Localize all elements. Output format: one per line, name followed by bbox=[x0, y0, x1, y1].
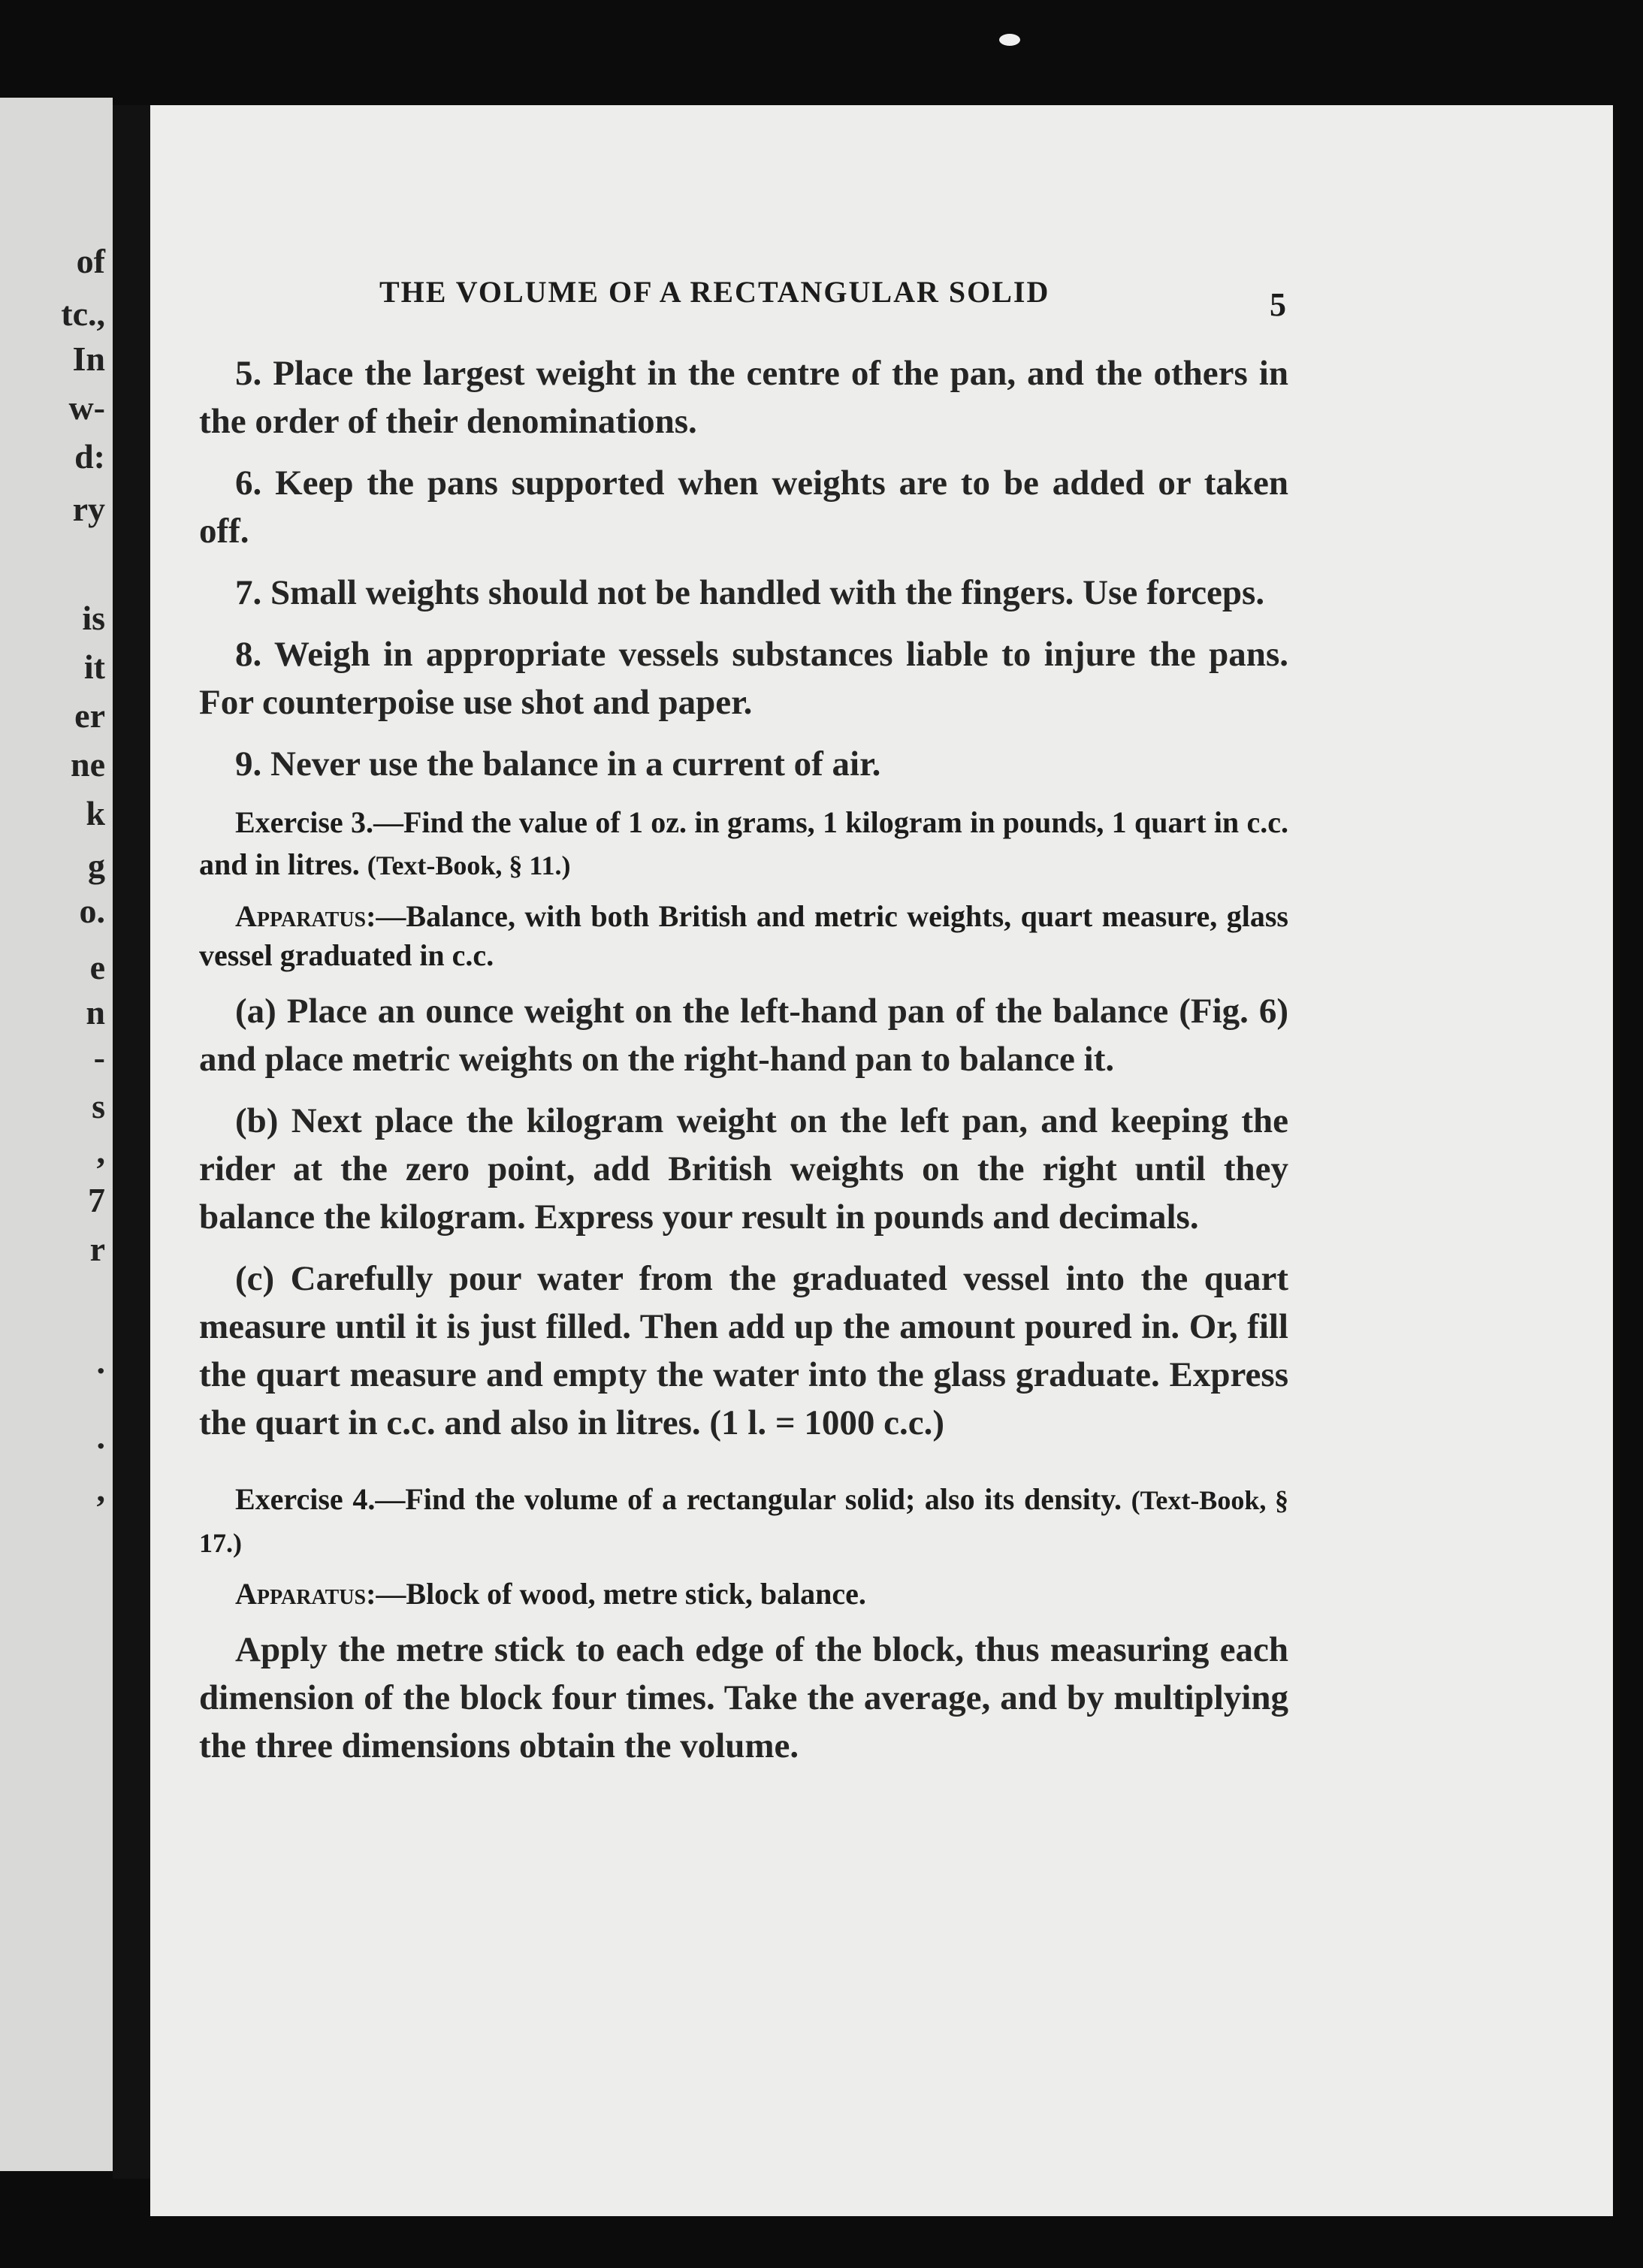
rule-5: 5. Place the largest weight in the centre of the pan, and the others in the order of their denominations. bbox=[199, 354, 1288, 441]
rule-7: 7. Small weights should not be handled with the fingers. Use forceps. bbox=[235, 573, 1265, 612]
exercise-3-part-c: (c) Carefully pour water from the graduated vessel into the quart measure until it is just filled. Then add up the amount poured in. Or, fill the quart measure and empty the water into the glass graduate. Express the quart in c.c. and also in litres. (1 l. = 1000 c.c.) bbox=[199, 1259, 1288, 1442]
exercise-4-heading bbox=[199, 1478, 1288, 1564]
facing-page-fragment: er bbox=[74, 696, 105, 735]
facing-page-fragment: In bbox=[72, 340, 105, 378]
apparatus-label: Apparatus: bbox=[235, 1577, 376, 1611]
exercise-3-title: Exercise 3.—Find the value of 1 oz. in grams, 1 kilogram in pounds, 1 quart in c.c. and in litres. bbox=[199, 805, 1288, 881]
facing-page-fragment: o. bbox=[79, 892, 105, 930]
page-body bbox=[199, 349, 1288, 1783]
facing-page-fragment: 7 bbox=[88, 1181, 105, 1219]
facing-page-fragment: , bbox=[96, 1470, 105, 1508]
exercise-3-ref: (Text-Book, § 11.) bbox=[367, 850, 571, 880]
facing-page-fragment: . bbox=[96, 1418, 105, 1456]
exercise-3-heading bbox=[199, 802, 1288, 886]
facing-page-fragment: ne bbox=[71, 745, 105, 784]
facing-page-fragment: d: bbox=[74, 437, 105, 476]
facing-page-fragment: is bbox=[82, 599, 105, 637]
facing-page-fragment: tc., bbox=[61, 294, 105, 333]
facing-page-edge bbox=[0, 98, 113, 2171]
book-spine bbox=[113, 105, 150, 2179]
facing-page-fragment: g bbox=[88, 847, 105, 885]
facing-page-fragment: e bbox=[89, 948, 105, 986]
facing-page-fragment: . bbox=[96, 1342, 105, 1381]
scan-smudge bbox=[999, 34, 1020, 46]
facing-page-fragment: s bbox=[92, 1087, 105, 1125]
facing-page-fragment: - bbox=[93, 1038, 105, 1077]
exercise-3-part-b: (b) Next place the kilogram weight on the left pan, and keeping the rider at the zero point, add British weights on the right until they balance the kilogram. Express your result in pounds and decimals. bbox=[199, 1101, 1288, 1237]
exercise-4-ref: (Text-Book, § 17.) bbox=[199, 1485, 1289, 1558]
apparatus-text: —Block of wood, metre stick, balance. bbox=[376, 1577, 866, 1611]
rule-6: 6. Keep the pans supported when weights are to be added or taken off. bbox=[199, 464, 1288, 551]
exercise-3-apparatus bbox=[199, 897, 1288, 975]
facing-page-fragment: of bbox=[76, 242, 105, 280]
running-head: THE VOLUME OF A RECTANGULAR SOLID bbox=[379, 275, 1050, 309]
apparatus-label: Apparatus: bbox=[235, 899, 376, 933]
exercise-3-part-a: (a) Place an ounce weight on the left-hand pan of the balance (Fig. 6) and place metric weights on the right-hand pan to balance it. bbox=[199, 992, 1288, 1079]
apparatus-text: —Balance, with both British and metric weights, quart measure, glass vessel graduated in c.c. bbox=[199, 899, 1288, 972]
page-header bbox=[379, 274, 1131, 310]
exercise-4-title: Exercise 4.—Find the volume of a rectangular solid; also its density. bbox=[235, 1482, 1122, 1516]
facing-page-fragment: w- bbox=[68, 388, 105, 427]
facing-page-fragment: n bbox=[86, 993, 105, 1031]
rule-8: 8. Weigh in appropriate vessels substances liable to injure the pans. For counterpoise use shot and paper. bbox=[199, 635, 1288, 722]
page-number: 5 bbox=[1270, 286, 1286, 323]
facing-page-fragment: r bbox=[89, 1230, 105, 1268]
facing-page-fragment: k bbox=[86, 794, 105, 832]
exercise-4-body: Apply the metre stick to each edge of the block, thus measuring each dimension of the block four times. Take the average, and by multiplying the three dimensions obtain the volume. bbox=[199, 1630, 1288, 1765]
rule-9: 9. Never use the balance in a current of air. bbox=[235, 744, 881, 784]
facing-page-fragment: it bbox=[83, 648, 105, 686]
exercise-4-apparatus bbox=[199, 1575, 1288, 1614]
facing-page-fragment: , bbox=[96, 1132, 105, 1170]
facing-page-fragment: ry bbox=[72, 490, 105, 528]
